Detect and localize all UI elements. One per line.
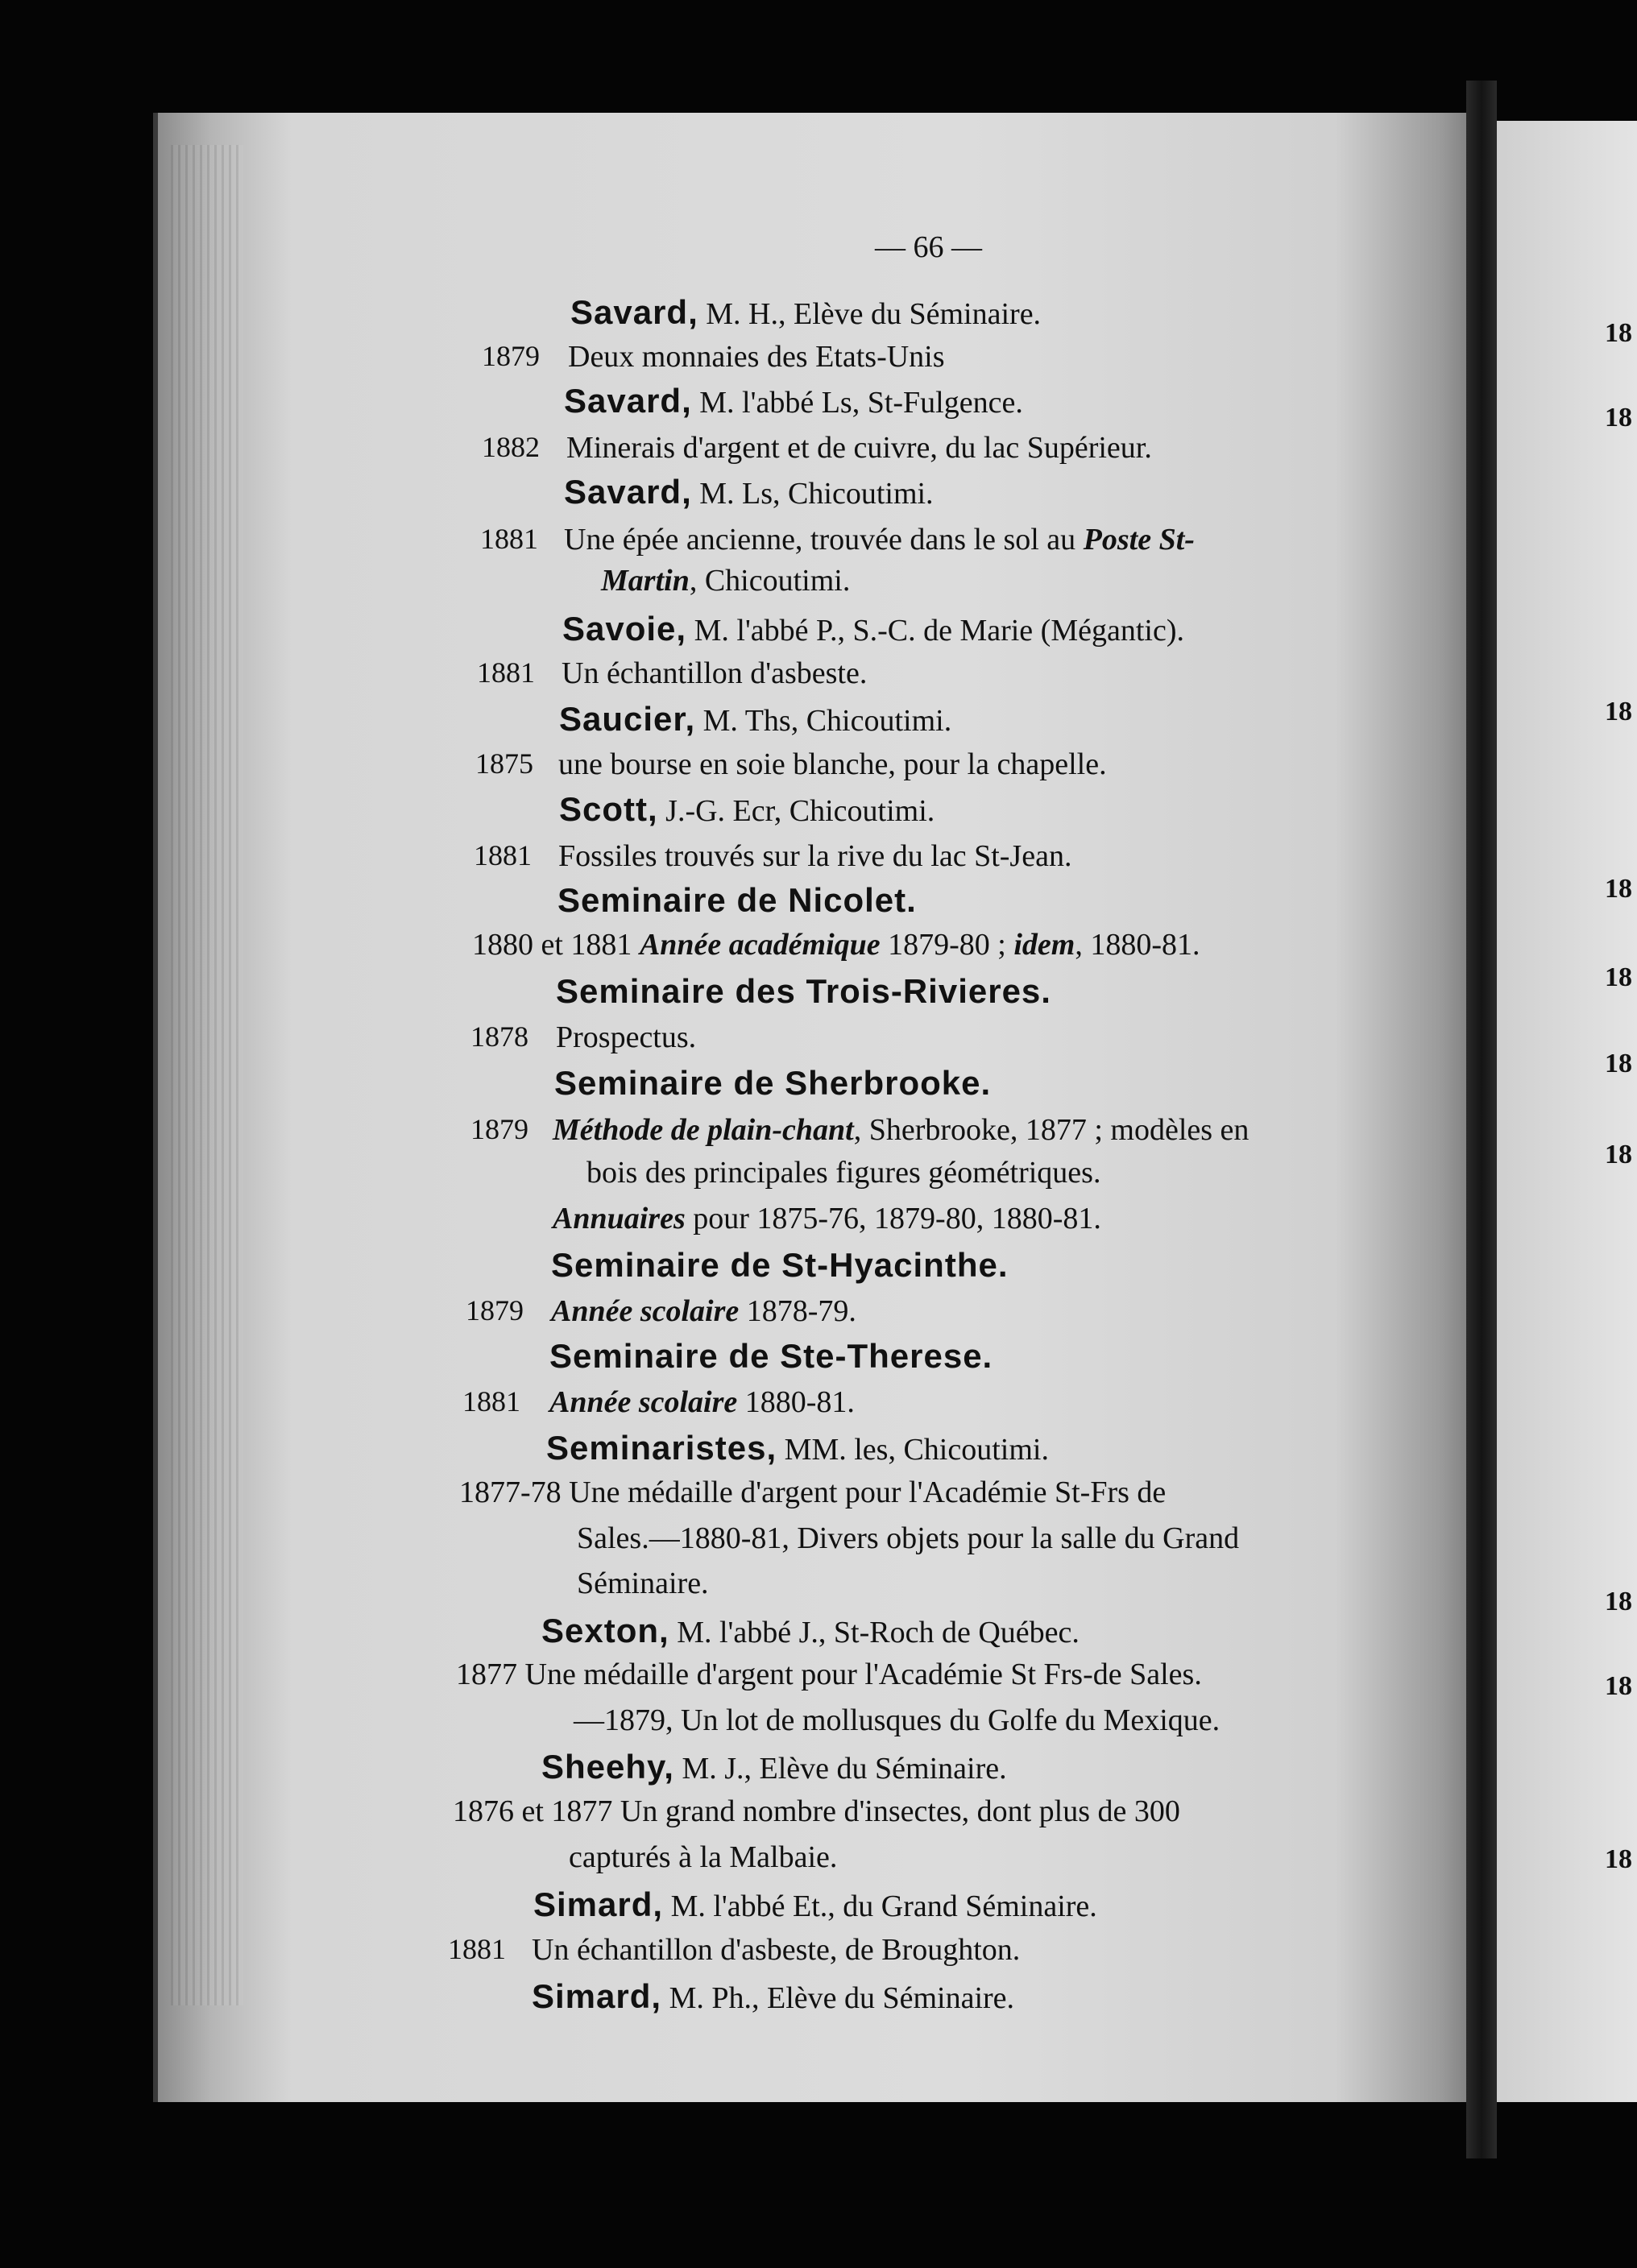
donor-details: J.-G. Ecr, Chicoutimi. [657, 794, 935, 828]
donor-details: M. J., Elève du Séminaire. [673, 1752, 1007, 1786]
entry-year: 1879 [482, 340, 540, 372]
facing-page-year: 18 [1605, 874, 1632, 904]
continuation-line [601, 563, 850, 598]
entry-year: 1875 [475, 747, 533, 780]
line-text: 1877-78 Une médaille d'argent pour l'Académie St-Frs de [459, 1475, 1167, 1509]
continuation-text: , Chicoutimi. [689, 564, 851, 598]
continuation-text: pour 1875-76, 1879-80, 1880-81. [685, 1202, 1101, 1235]
book-gutter [1466, 81, 1497, 2158]
facing-page-year: 18 [1605, 697, 1632, 726]
entry-text [558, 838, 1071, 874]
entry-italic: Année scolaire [549, 1385, 738, 1419]
page-binding [171, 145, 243, 2005]
donor-heading [554, 1064, 991, 1103]
donor-details: M. l'abbé J., St-Roch de Québec. [669, 1616, 1080, 1649]
facing-page-year: 18 [1605, 403, 1632, 432]
entry-text-rest: 1880-81. [737, 1385, 855, 1419]
donor-name: Savard, [570, 293, 698, 331]
entry-text [551, 1293, 856, 1329]
entry-line [453, 1794, 1180, 1829]
entry-text [562, 656, 867, 691]
entry-text-main: Un échantillon d'asbeste, de Broughton. [532, 1933, 1021, 1967]
donor-heading [564, 473, 934, 511]
donor-details: M. Ths, Chicoutimi. [695, 704, 952, 738]
line-text: 1876 et 1877 Un grand nombre d'insectes, dont plus de 300 [453, 1794, 1180, 1828]
donor-heading [549, 1337, 993, 1376]
continuation-line [577, 1566, 709, 1601]
entry-text-rest: , Sherbrooke, 1877 ; modèles en [853, 1113, 1250, 1147]
donor-name: Savard, [564, 382, 692, 420]
donor-details: MM. les, Chicoutimi. [777, 1433, 1049, 1467]
entry-year: 1881 [480, 523, 538, 555]
facing-page-year: 18 [1605, 962, 1632, 992]
donor-name: Simard, [532, 1977, 662, 2015]
continuation-line [577, 1521, 1239, 1556]
line-text: 1877 Une médaille d'argent pour l'Académie St Frs-de Sales. [456, 1658, 1202, 1691]
entry-line [456, 1657, 1202, 1692]
donor-heading [564, 382, 1023, 420]
continuation-line [553, 1201, 1101, 1236]
entry-year: 1882 [482, 431, 540, 463]
entry-line [459, 1475, 1166, 1510]
facing-page-year: 18 [1605, 1671, 1632, 1701]
entry-text [568, 339, 945, 375]
facing-page-year: 18 [1605, 1844, 1632, 1874]
entry-italic: Martin [601, 564, 690, 598]
entry-line [472, 927, 1200, 962]
donor-name: Simard, [533, 1885, 664, 1923]
entry-year: 1881 [448, 1933, 506, 1965]
donor-details: M. Ph., Elève du Séminaire. [661, 1981, 1015, 2015]
entry-text [564, 522, 1195, 557]
donor-name: Savard, [564, 473, 692, 511]
donor-heading [541, 1748, 1007, 1786]
entry-text-main: Prospectus. [556, 1020, 697, 1054]
line-text: capturés à la Malbaie. [569, 1840, 838, 1874]
entry-text [556, 1020, 696, 1055]
donor-heading [546, 1429, 1049, 1467]
donor-heading [557, 881, 917, 920]
entry-text-main: Minerais d'argent et de cuivre, du lac Supérieur. [566, 431, 1152, 465]
entry-year: 1881 [474, 839, 532, 871]
entry-year: 1879 [470, 1113, 528, 1145]
donor-details: M. l'abbé P., S.-C. de Marie (Mégantic). [686, 614, 1184, 648]
donor-details: M. Ls, Chicoutimi. [691, 477, 934, 511]
donor-details: M. l'abbé Et., du Grand Séminaire. [663, 1889, 1097, 1923]
entry-italic: Annuaires [553, 1202, 686, 1235]
continuation-line [586, 1155, 1100, 1190]
entry-text [549, 1384, 855, 1420]
facing-page-year: 18 [1605, 1587, 1632, 1616]
donor-heading [556, 972, 1051, 1011]
entry-text-main: 1880 et 1881 [472, 928, 640, 962]
entry-text-rest: 1879-80 ; [880, 928, 1006, 962]
entry-italic: Année académique [639, 928, 881, 962]
donor-heading [551, 1246, 1009, 1285]
donor-name: Sexton, [541, 1612, 669, 1649]
donor-heading [541, 1612, 1080, 1650]
entry-text [566, 430, 1152, 466]
donor-details: M. l'abbé Ls, St-Fulgence. [691, 386, 1023, 420]
continuation-line [574, 1703, 1220, 1738]
entry-italic: Poste St- [1083, 523, 1195, 557]
line-text: —1879, Un lot de mollusques du Golfe du Mexique. [574, 1703, 1220, 1737]
entry-text [532, 1932, 1020, 1968]
continuation-line [569, 1840, 837, 1875]
donor-heading [559, 790, 935, 829]
donor-heading [532, 1977, 1014, 2016]
donor-name: Sheehy, [541, 1748, 674, 1786]
donor-name: Savoie, [562, 610, 687, 648]
donor-name: Seminaire de St-Hyacinthe. [551, 1246, 1009, 1284]
donor-name: Scott, [559, 790, 658, 828]
entry-text-rest: 1878-79. [739, 1294, 856, 1328]
entry-text [558, 747, 1107, 782]
donor-name: Seminaire de Ste-Therese. [549, 1337, 993, 1375]
entry-text-main: Un échantillon d'asbeste. [562, 656, 868, 690]
entry-text [553, 1112, 1249, 1148]
facing-page-year: 18 [1605, 318, 1632, 348]
entry-text-rest: , 1880-81. [1075, 928, 1200, 962]
entry-year: 1881 [477, 656, 535, 689]
donor-name: Seminaire des Trois-Rivieres. [556, 972, 1051, 1010]
donor-name: Seminaristes, [546, 1429, 777, 1467]
donor-heading [570, 293, 1041, 332]
facing-page-year: 18 [1605, 1049, 1632, 1078]
entry-year: 1879 [466, 1294, 524, 1326]
entry-year: 1881 [462, 1385, 520, 1418]
donor-name: Seminaire de Sherbrooke. [554, 1064, 992, 1102]
entry-text-main: Fossiles trouvés sur la rive du lac St-Jean. [558, 839, 1072, 873]
line-text: bois des principales figures géométriques. [586, 1156, 1101, 1190]
page-number: — 66 — [875, 230, 982, 264]
entry-text-main: Une épée ancienne, trouvée dans le sol au [564, 523, 1076, 557]
entry-italic: Méthode de plain-chant [553, 1113, 854, 1147]
entry-italic: idem [1013, 928, 1075, 962]
entry-year: 1878 [470, 1020, 528, 1053]
line-text: Sales.—1880-81, Divers objets pour la salle du Grand [577, 1521, 1240, 1555]
entry-text-main: Deux monnaies des Etats-Unis [568, 340, 945, 374]
donor-heading [562, 610, 1184, 648]
line-text: Séminaire. [577, 1566, 709, 1600]
donor-heading [559, 700, 951, 739]
entry-text-main: une bourse en soie blanche, pour la chapelle. [558, 747, 1107, 781]
entry-italic: Année scolaire [551, 1294, 740, 1328]
donor-heading [533, 1885, 1097, 1924]
donor-name: Seminaire de Nicolet. [557, 881, 917, 919]
facing-page-year: 18 [1605, 1140, 1632, 1169]
donor-name: Saucier, [559, 700, 696, 738]
donor-details: M. H., Elève du Séminaire. [698, 297, 1042, 331]
